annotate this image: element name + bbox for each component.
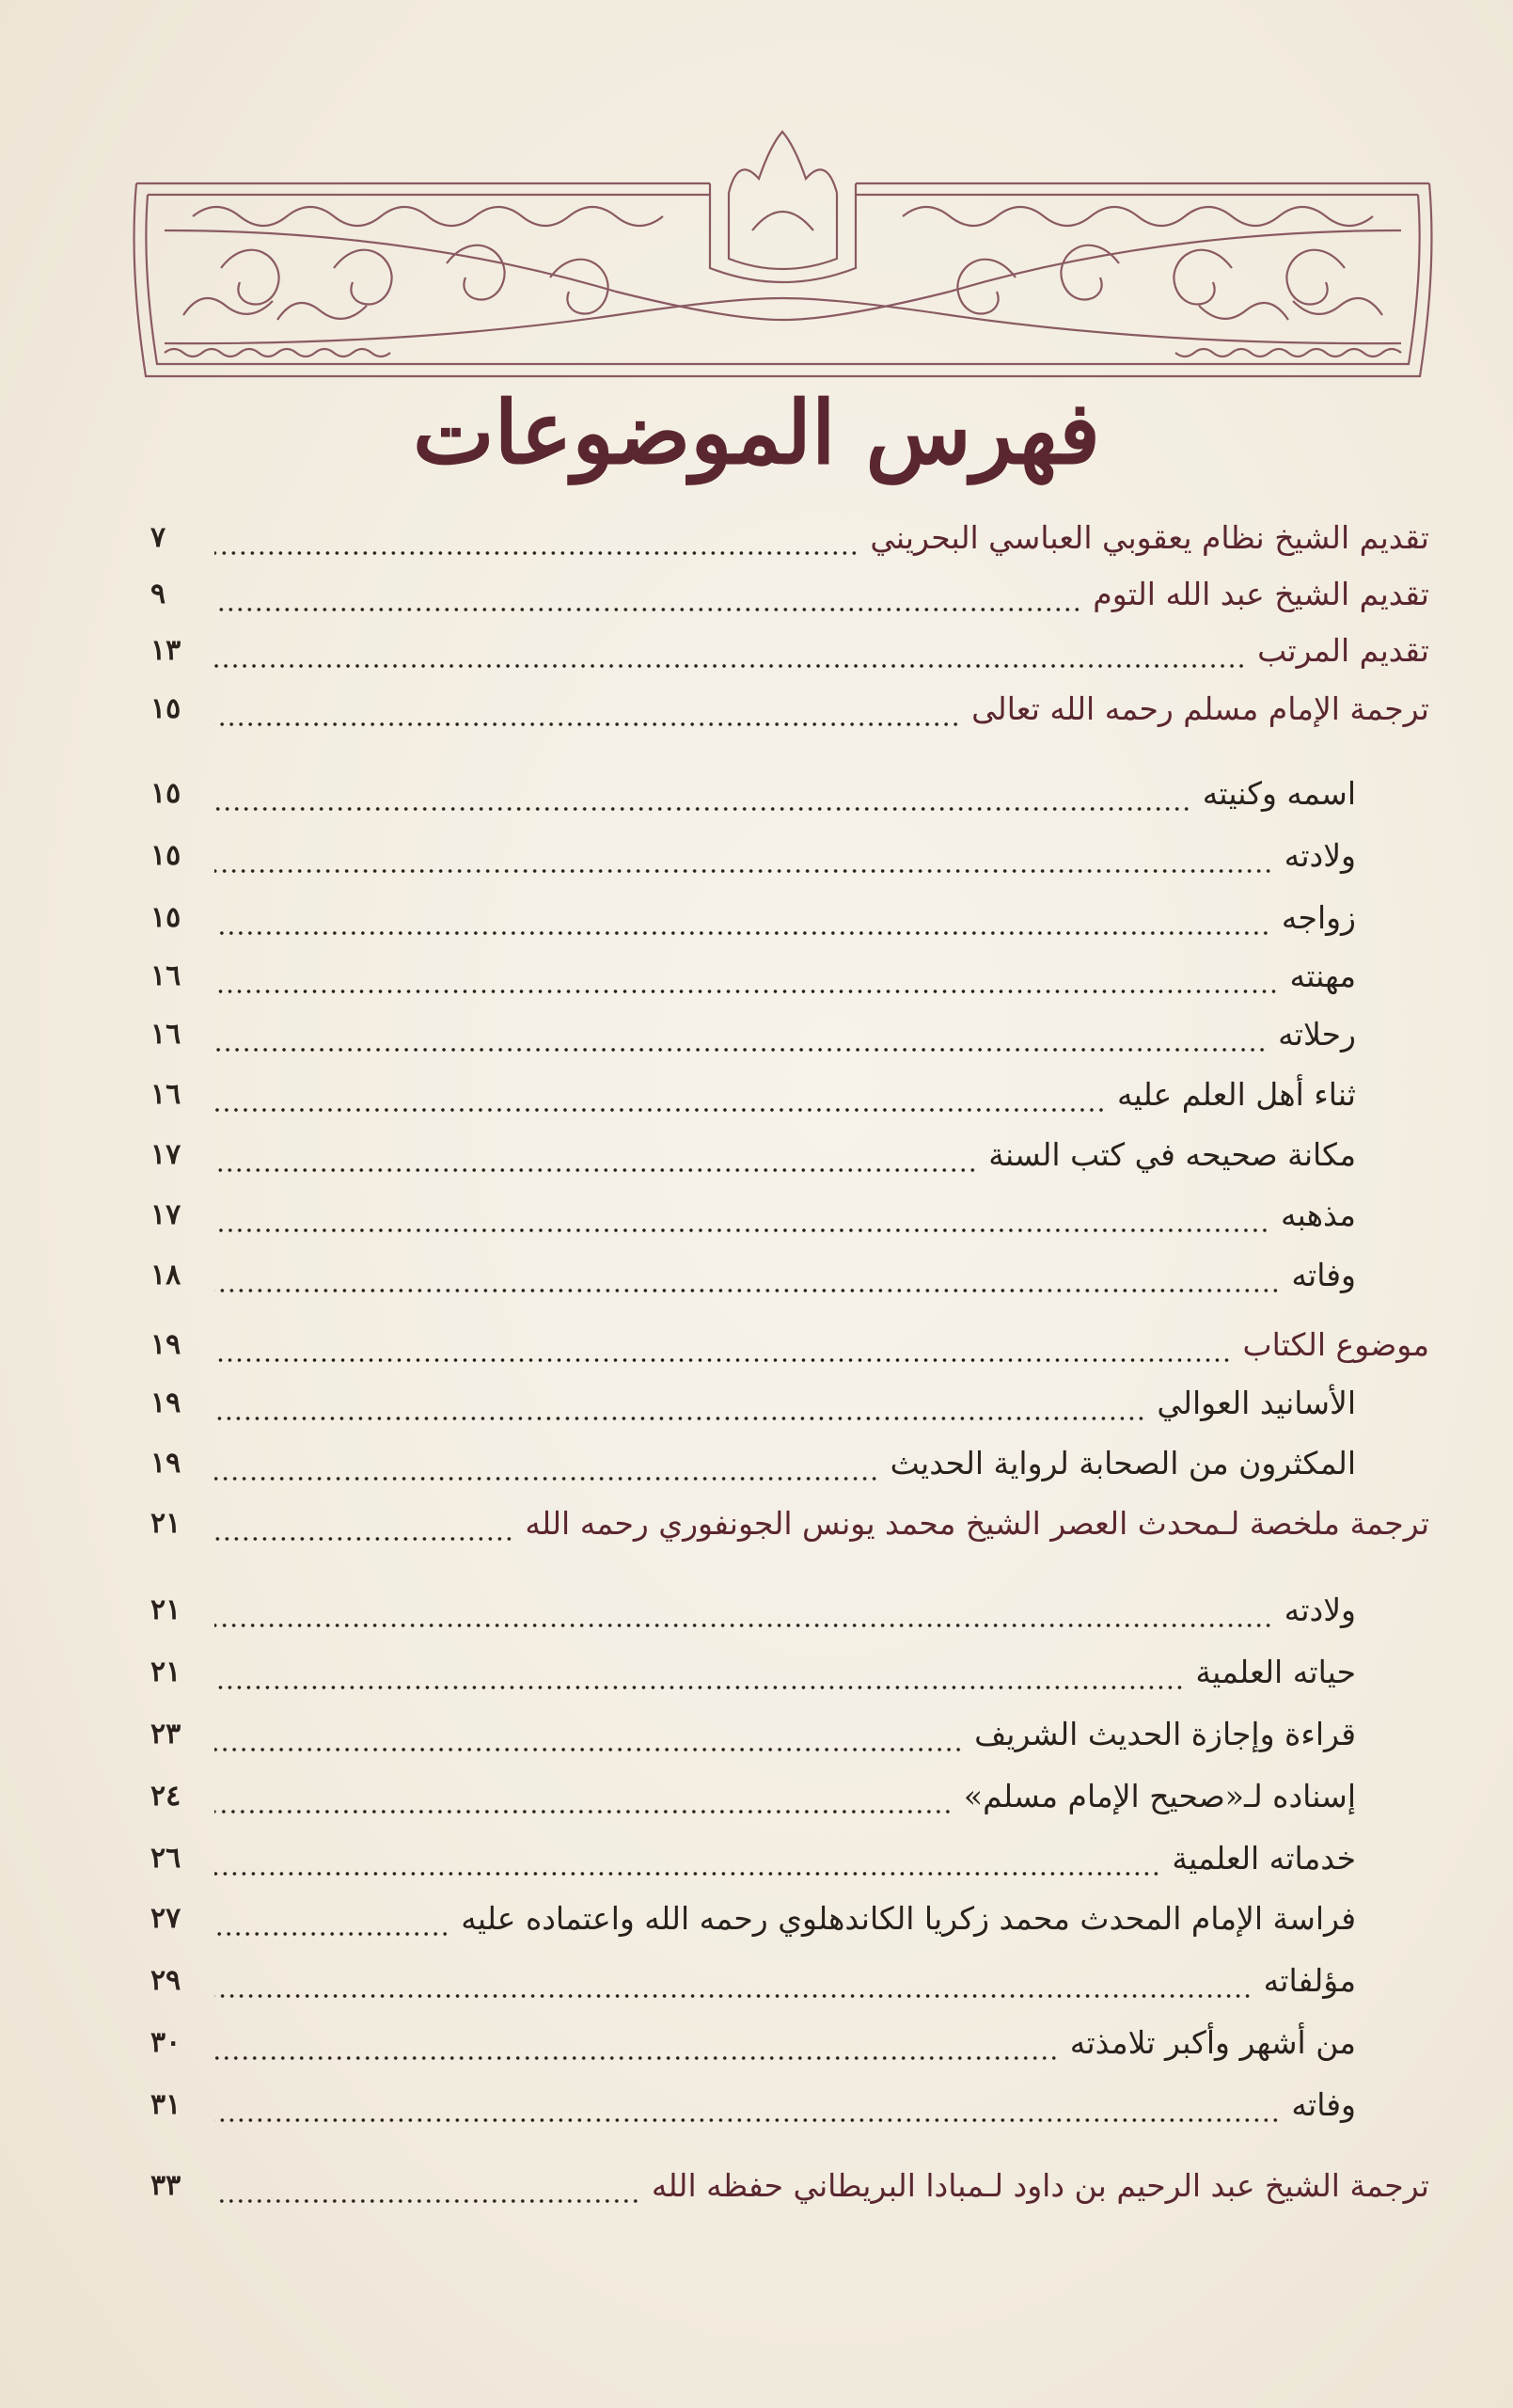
toc-entry — [150, 1642, 1429, 1703]
toc-entry — [150, 826, 1429, 886]
dot-leader — [214, 564, 1081, 625]
toc-page-number: ٣١ — [150, 2088, 181, 2121]
toc-entry — [150, 1889, 1429, 1949]
toc-entry-title: ترجمة الشيخ عبد الرحيم بن داود لـمبادا البريطاني حفظه الله — [651, 2167, 1429, 2204]
dot-leader — [214, 508, 859, 568]
dot-leader — [214, 1494, 513, 1554]
toc-entry — [150, 1005, 1429, 1065]
dot-leader — [214, 1245, 1280, 1306]
dot-leader — [214, 1185, 1269, 1245]
toc-entry-title: اسمه وكنيته — [1202, 775, 1356, 812]
toc-page-number: ١٥ — [150, 901, 181, 934]
toc-entry-title: مذهبه — [1280, 1196, 1356, 1233]
toc-entry-title: فراسة الإمام المحدث محمد زكريا الكاندهلوي رحمه الله واعتماده عليه — [461, 1900, 1356, 1937]
dot-leader — [214, 2156, 640, 2216]
toc-entry — [150, 1125, 1429, 1185]
toc-page-number: ١٩ — [150, 1328, 181, 1361]
dot-leader — [214, 1704, 963, 1765]
dot-leader — [214, 1434, 879, 1494]
toc-page-number: ١٦ — [150, 1018, 181, 1051]
toc-page-number: ١٥ — [150, 777, 181, 810]
dot-leader — [214, 1580, 1273, 1640]
toc-page-number: ٢٣ — [150, 1718, 181, 1751]
toc-page-number: ٢١ — [150, 1656, 181, 1688]
toc-page-number: ٩ — [150, 578, 166, 610]
toc-entry-title: ولادته — [1284, 1592, 1356, 1628]
toc-entry-title: وفاته — [1291, 1257, 1356, 1293]
toc-entry-title: المكثرون من الصحابة لرواية الحديث — [890, 1445, 1356, 1481]
toc-entry — [150, 1434, 1429, 1494]
dot-leader — [214, 888, 1270, 948]
dot-leader — [214, 1951, 1253, 2011]
toc-page-number: ٢٦ — [150, 1842, 181, 1875]
toc-entry-title: زواجه — [1281, 899, 1356, 936]
toc-page-number: ٢٧ — [150, 1902, 181, 1935]
toc-entry-title: مهنته — [1289, 958, 1356, 994]
toc-entry — [150, 1245, 1429, 1306]
dot-leader — [214, 1642, 1184, 1703]
toc-page-number: ٢١ — [150, 1507, 181, 1540]
toc-page-number: ٢٤ — [150, 1780, 181, 1813]
dot-leader — [214, 1889, 449, 1949]
toc-entry — [150, 1315, 1429, 1375]
toc-entry — [150, 564, 1429, 625]
toc-entry — [150, 1829, 1429, 1889]
toc-entry — [150, 1704, 1429, 1765]
toc-page-number: ٧ — [150, 521, 166, 554]
toc-entry — [150, 1951, 1429, 2011]
toc-entry-title: مؤلفاته — [1263, 1962, 1356, 1999]
toc-entry-title: قراءة وإجازة الحديث الشريف — [974, 1716, 1356, 1752]
toc-page-number: ١٧ — [150, 1138, 181, 1171]
toc-page-number: ١٣ — [150, 634, 181, 667]
toc-entry-title: ثناء أهل العلم عليه — [1116, 1076, 1356, 1113]
toc-entry-title: الأسانيد العوالي — [1157, 1385, 1356, 1421]
dot-leader — [214, 621, 1246, 681]
toc-page-number: ١٦ — [150, 1078, 181, 1111]
toc-entry-title: تقديم الشيخ نظام يعقوبي العباسي البحريني — [870, 519, 1429, 556]
dot-leader — [214, 946, 1279, 1006]
toc-page-number: ١٨ — [150, 1259, 181, 1291]
toc-page-number: ٢٩ — [150, 1964, 181, 1997]
dot-leader — [214, 1829, 1160, 1889]
dot-leader — [214, 679, 960, 739]
toc-page-number: ١٥ — [150, 839, 181, 872]
toc-entry-title: ولادته — [1284, 837, 1356, 874]
toc-page-number: ٢١ — [150, 1593, 181, 1626]
toc-entry — [150, 679, 1429, 739]
toc-entry — [150, 1065, 1429, 1125]
toc-entry — [150, 2075, 1429, 2135]
dot-leader — [214, 1373, 1145, 1434]
toc-entry — [150, 1185, 1429, 1245]
toc-entry — [150, 508, 1429, 568]
toc-page-number: ١٩ — [150, 1447, 181, 1480]
toc-page-number: ٣٠ — [150, 2026, 181, 2059]
toc-entry — [150, 621, 1429, 681]
dot-leader — [214, 764, 1191, 824]
dot-leader — [214, 1125, 977, 1185]
dot-leader — [214, 826, 1273, 886]
toc-page-number: ١٩ — [150, 1386, 181, 1419]
toc-entry-title: تقديم الشيخ عبد الله التوم — [1093, 576, 1429, 612]
toc-page-number: ١٧ — [150, 1198, 181, 1231]
toc-entry — [150, 1580, 1429, 1640]
dot-leader — [214, 2075, 1280, 2135]
toc-entry-title: إسناده لـ«صحيح الإمام مسلم» — [963, 1778, 1356, 1814]
dot-leader — [214, 1065, 1106, 1125]
toc-entry — [150, 946, 1429, 1006]
toc-entry — [150, 764, 1429, 824]
toc-page-number: ٣٣ — [150, 2169, 181, 2202]
page-title: فهرس الموضوعات — [413, 382, 1100, 483]
toc-entry-title: حياته العلمية — [1195, 1654, 1356, 1690]
toc-entry-title: تقديم المرتب — [1257, 632, 1429, 669]
toc-entry-title: ترجمة ملخصة لـمحدث العصر الشيخ محمد يونس الجونفوري رحمه الله — [525, 1505, 1429, 1542]
toc-entry-title: وفاته — [1291, 2086, 1356, 2123]
dot-leader — [214, 1315, 1232, 1375]
toc-entry-title: ترجمة الإمام مسلم رحمه الله تعالى — [971, 690, 1429, 727]
toc-entry-title: رحلاته — [1278, 1016, 1356, 1053]
toc-entry — [150, 1373, 1429, 1434]
toc-entry-title: خدماته العلمية — [1172, 1840, 1356, 1877]
toc-entry-title: من أشهر وأكبر تلامذته — [1069, 2024, 1356, 2061]
toc-entry — [150, 2156, 1429, 2216]
toc-entry-title: مكانة صحيحه في كتب السنة — [988, 1136, 1356, 1173]
toc-page-number: ١٦ — [150, 959, 181, 992]
toc-entry — [150, 2013, 1429, 2073]
dot-leader — [214, 2013, 1059, 2073]
decorative-header-ornament — [127, 127, 1439, 400]
toc-entry-title: موضوع الكتاب — [1242, 1326, 1429, 1363]
dot-leader — [214, 1005, 1267, 1065]
toc-page-number: ١٥ — [150, 692, 181, 725]
toc-entry — [150, 888, 1429, 948]
toc-entry — [150, 1766, 1429, 1827]
dot-leader — [214, 1766, 953, 1827]
toc-entry — [150, 1494, 1429, 1554]
